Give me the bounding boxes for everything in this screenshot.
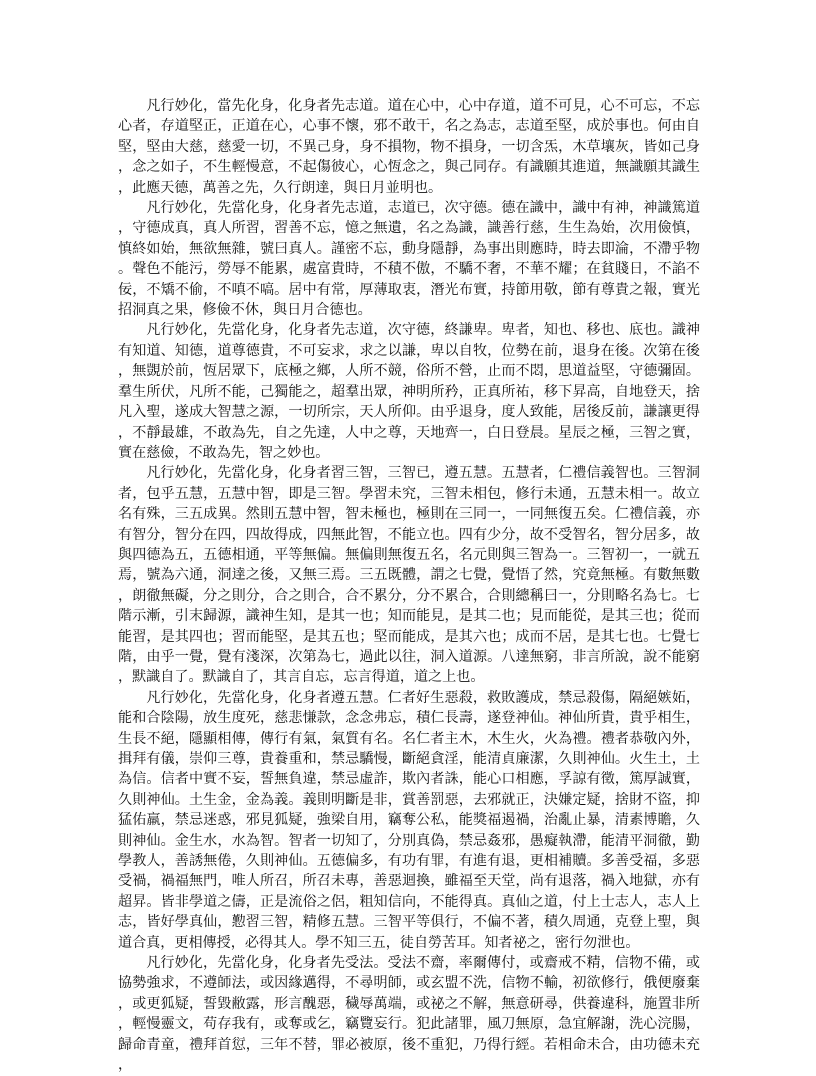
paragraph-5: 凡行妙化，先當化身，化身者遵五慧。仁者好生惡殺，救敗護成，禁忌殺傷，隔絕嫉妬，能和合陰陽，放生度死，慈悲慊款，念念弗忘，積仁長壽，遂登神仙。神仙所貴，貴乎相生，生長不絕，隱顯相傳，傳行有氣，氣質有名。名仁者主木，木生火，火為禮。禮者恭敬內外，揖拜有儀，崇仰三尊，貴養重和，禁忌驕慢，斷絕貪淫，能清貞廉潔，久則神仙。火生土，土為信。信者中實不妄，誓無負違，禁忌虛詐，欺內者誅，能心口相應，孚諒有徵，篤厚誠實，久則神仙。土生金，金為義。義則明斷是非，賞善罰惡，去邪就正，決嫌定疑，捨財不盜，抑猛佑羸，禁忌迷惑，邪見狐疑，強梁自用，竊奪公私，能獎福遏禍，治亂止暴，清素博贍，久則神仙。金生水，水為智。智者一切知了，分別真偽，禁忌姦邪，愚癡執滯，能清平洞徹，勤學教人，善誘無倦，久則神仙。五德偏多，有功有罪，有進有退，更相補贖。多善受福，多惡受禍，禍福無門，唯人所召，所召未專，善惡迴換，雖福至天堂，尚有退落，禍入地獄，亦有超昇。皆非學道之儔，正是流俗之侶，粗知信向，不能得真。真仙之道，付上士志人，志人上志，皆好學真仙，懃習三智，精修五慧。三智平等俱行，不偏不著，積久周通，克登上聖，與道合真，更相傳授，必得其人。學不知三五，徒自勞苦耳。知者祕之，密行勿泄也。: [118, 689, 700, 951]
paragraph-4: 凡行妙化，先當化身，化身者習三智，三智已，遵五慧。五慧者，仁禮信義智也。三智洞者，包乎五慧，五慧中智，即是三智。學習未究，三智未相包，修行未通，五慧未相一。故立名有殊，三五成異。然則五慧中智，智未極也，極則在三同一，一同無復五矣。仁禮信義，亦有智分，智分在四，四故得成，四無此智，不能立也。四有少分，故不受智名，智分居多，故與四德為五，五德相通，平等無偏。無偏則無復五名，名元則與三智為一。三智初一，一就五焉，號為六通，洞達之後，又無三焉。三五既體，謂之七覺，覺悟了然，究竟無極。有數無數，朗徹無礙，分之則分，合之則合，合不累分，分不累合，合則總稱曰一，分則略名為七。七階示漸，引末歸源，識神生知，是其一也；知而能見，是其二也；見而能從，是其三也；從而能習，是其四也；習而能堅，是其五也；堅而能成，是其六也；成而不居，是其七也。七覺七階，由乎一覺，覺有淺深，次第為七，過此以往，洞入道源。八達無窮，非言所說，說不能窮，默識自了。默識自了，其言自忘，忘言得道，道之上也。: [118, 465, 700, 686]
paragraph-1: 凡行妙化，當先化身，化身者先志道。道在心中，心中存道，道不可見，心不可忘，不忘心者，存道堅正，正道在心，心事不懷，邪不敢干，名之為志，志道至堅，成於事也。何由自堅，堅由大慈，慈愛一切，不異己身，身不損物，物不損身，一切含炁，木草壤灰，皆如己身，念之如子，不生輕慢意，不起傷彼心，心恆念之，與己同存。有識願其進道，無識願其識生，此應天德，萬善之先，久行朗達，與日月並明也。: [118, 98, 700, 196]
document-page: [118, 96, 700, 1076]
paragraph-3: 凡行妙化，先當化身，化身者先志道，次守德，終謙卑。卑者，知也、移也、底也。識神有知道、知德，道尊德貴，不可妄求，求之以謙，卑以自牧，位勢在前，退身在後。次第在後，無覬於前，恆居眾下，底極之鄉，人所不競，俗所不營，止而不悶，思道益堅，守德彌固。羣生所伏，凡所不能，己獨能之，超羣出眾，神明所矜，正真所祐，移下昇高，自地登天，捨凡入聖，遂成大智慧之源，一切所宗，天人所仰。由乎退身，度人致能，居後反前，謙讓更得，不靜最雄，不敢為先，自之先達，人中之尊，天地齊一，白日登晨。星辰之極，三智之實，實在慈儉，不敢為先，智之妙也。: [118, 322, 700, 461]
paragraph-2: 凡行妙化，先當化身，化身者先志道，志道已，次守德。德在識中，識中有神，神識篤道，守德成真，真人所習，習善不忘，憶之無遺，名之為識，識善行慈，生生為始，次用儉慎，慎終如始，無欲無雜，號曰真人。謹密不忘，動身隱靜，為事出則應時，時去即淪，不滯乎物。聲色不能污，勞辱不能累，處富貴時，不積不傲，不驕不奢，不華不耀；在貧賤日，不諂不佞，不矯不偷，不嗔不嗃。居中有常，厚薄取衷，潛光布實，持節用敬，節有尊貴之報，實光招洞真之果，修儉不休，與日月合德也。: [118, 200, 700, 319]
paragraph-6: 凡行妙化，先當化身，化身者先受法。受法不齋，率爾傳付，或齋戒不精，信物不備，或協勢強求，不遵師法，或因緣邁得，不尋明師，或玄盟不洗，信物不輸，初欲修行，俄便廢棄，或更狐疑，誓毀敝露，形言醜惡，穢辱萬端，或祕之不解，無意研尋，供養違科，施置非所，輕慢靈文，苟存我有，或奪或乞，竊覽妄行。犯此諸罪，風刀無原，急宜解謝，洗心浣腸，歸命青童，禮拜首愆，三年不替，罪必被原，後不重犯，乃得行經。若相命未合，由功德未充，: [118, 955, 700, 1074]
